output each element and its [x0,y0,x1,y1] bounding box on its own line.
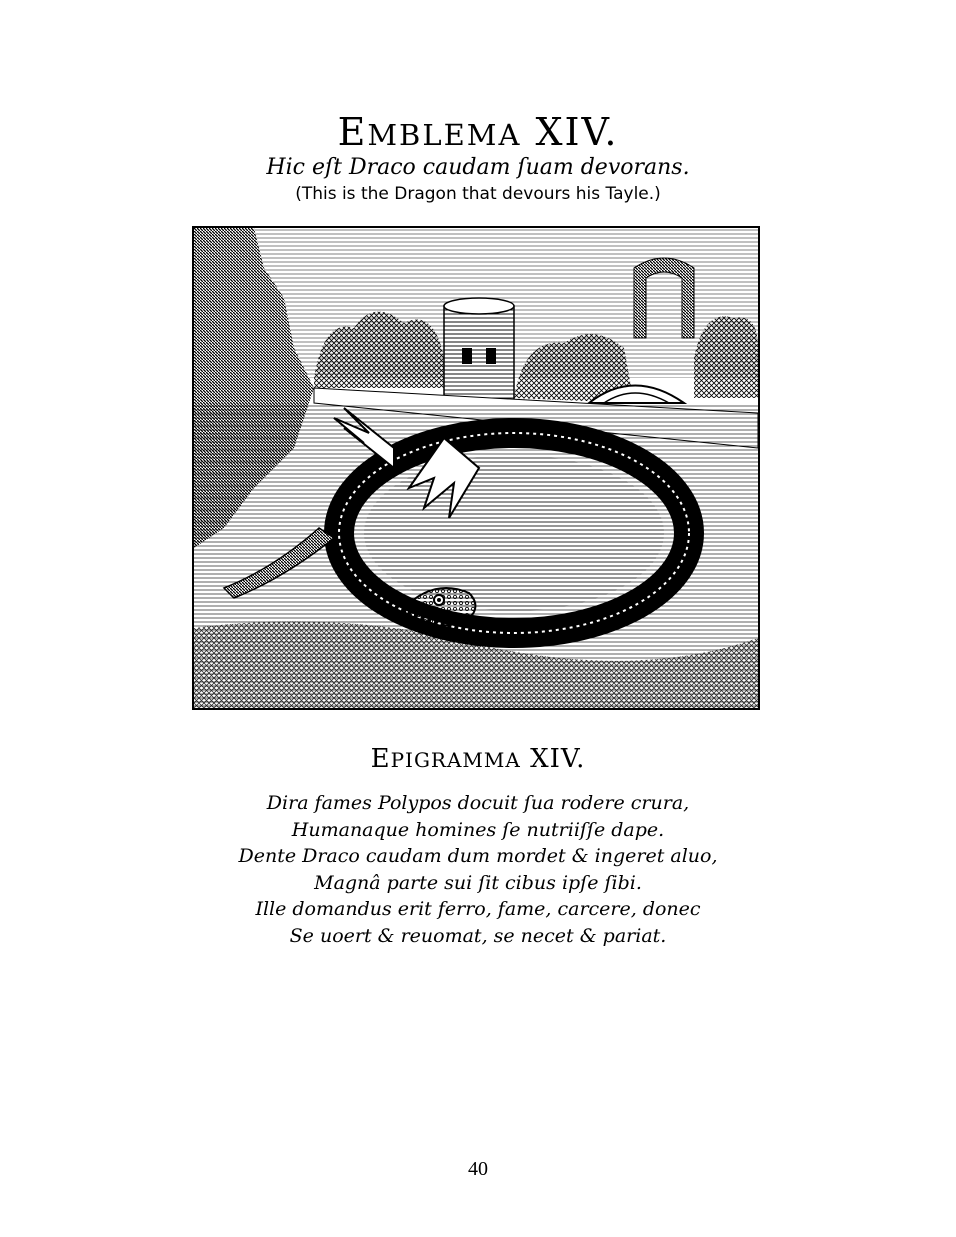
epigram-title-initial: E [370,744,391,774]
verse-line: Se uoert & reuomat, se necet & pariat. [289,924,667,947]
emblem-engraving [192,226,760,710]
epigram-title-number: XIV. [520,744,586,774]
verse-line: Ille domandus erit ferro, fame, carcere, donec [255,898,701,920]
page-number: 40 [468,1158,488,1180]
epigram-verses [0,790,956,949]
verse-line: Humanaque homines ſe nutriiſſe dape. [291,818,665,841]
emblem-title [0,110,956,154]
emblem-translation: (This is the Dragon that devours his Tayle.) [295,184,661,204]
verse-line: Magnâ parte sui ſit cibus ipſe ſibi. [314,871,642,894]
epigram-title [0,744,956,774]
emblem-title-initial: E [337,110,368,154]
emblem-title-rest: MBLEMA [367,118,522,152]
tower [444,306,514,401]
epigram-title-rest: PIGRAMMA [390,748,521,772]
emblem-title-number: XIV. [521,110,619,154]
emblem-motto: Hic eſt Draco caudam ſuam devorans. [266,155,690,180]
verse-line: Dente Draco caudam dum mordet & ingeret aluo, [238,845,718,867]
verse-line: Dira fames Polypos docuit ſua rodere crura, [266,792,690,814]
engraving-illustration [194,228,758,708]
